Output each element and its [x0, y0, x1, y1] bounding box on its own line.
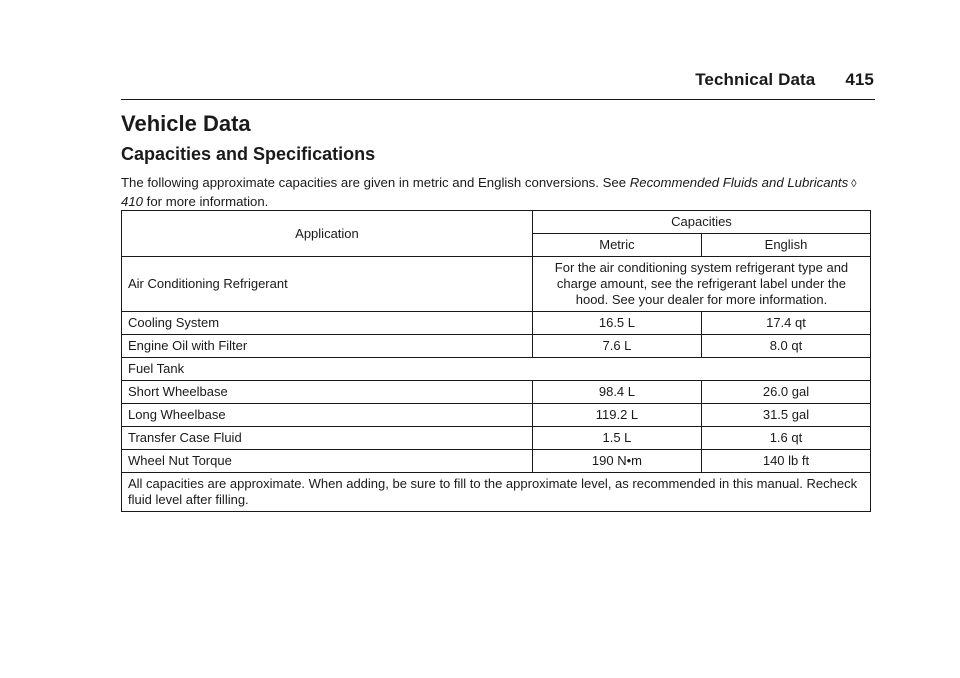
table-header-row [122, 211, 871, 234]
table-row [122, 381, 871, 404]
metric-cell: 16.5 L [532, 312, 701, 335]
metric-cell: 98.4 L [532, 381, 701, 404]
section-title: Vehicle Data [121, 111, 251, 136]
intro-paragraph [121, 174, 861, 210]
application-cell: Transfer Case Fluid [122, 427, 533, 450]
metric-cell: 7.6 L [532, 335, 701, 358]
header-metric: Metric [532, 234, 701, 257]
application-cell: Cooling System [122, 312, 533, 335]
subsection-title: Capacities and Specifications [121, 144, 376, 164]
table-row [122, 427, 871, 450]
reference-arrow-icon: ◊ [851, 178, 857, 190]
header-application: Application [122, 211, 533, 257]
header-english: English [701, 234, 870, 257]
table-row [122, 450, 871, 473]
metric-cell: 190 N•m [532, 450, 701, 473]
table-row [122, 257, 871, 312]
application-cell: Air Conditioning Refrigerant [122, 257, 533, 312]
table-footnote-row [122, 473, 871, 512]
application-cell: Short Wheelbase [122, 381, 533, 404]
table-footnote: All capacities are approximate. When adding, be sure to fill to the approximate level, as recommended in this manual. Recheck fluid level after filling. [122, 473, 871, 512]
table-row [122, 335, 871, 358]
header-capacities: Capacities [532, 211, 870, 234]
capacities-table [121, 210, 871, 512]
english-cell: 31.5 gal [701, 404, 870, 427]
table-row [122, 358, 871, 381]
header-section-title: Technical Data [695, 70, 816, 89]
english-cell: 140 lb ft [701, 450, 870, 473]
metric-cell: 119.2 L [532, 404, 701, 427]
application-cell: Long Wheelbase [122, 404, 533, 427]
page-header [695, 70, 874, 90]
page-number: 415 [845, 70, 874, 89]
header-rule [121, 99, 875, 100]
application-cell: Engine Oil with Filter [122, 335, 533, 358]
english-cell: 17.4 qt [701, 312, 870, 335]
english-cell: 8.0 qt [701, 335, 870, 358]
application-cell: Wheel Nut Torque [122, 450, 533, 473]
ref-title-link[interactable]: Recommended Fluids and Lubricants [629, 175, 849, 190]
intro-text-after: for more information. [143, 194, 269, 209]
refrigerant-note-cell: For the air conditioning system refrigerant type and charge amount, see the refrigerant label under the hood. See your dealer for more information. [532, 257, 870, 312]
english-cell: 26.0 gal [701, 381, 870, 404]
fuel-tank-group-cell: Fuel Tank [122, 358, 871, 381]
english-cell: 1.6 qt [701, 427, 870, 450]
ref-page-link[interactable]: 410 [121, 194, 144, 209]
table-row [122, 312, 871, 335]
metric-cell: 1.5 L [532, 427, 701, 450]
table-row [122, 404, 871, 427]
intro-text-before: The following approximate capacities are given in metric and English conversions. See [121, 175, 630, 190]
